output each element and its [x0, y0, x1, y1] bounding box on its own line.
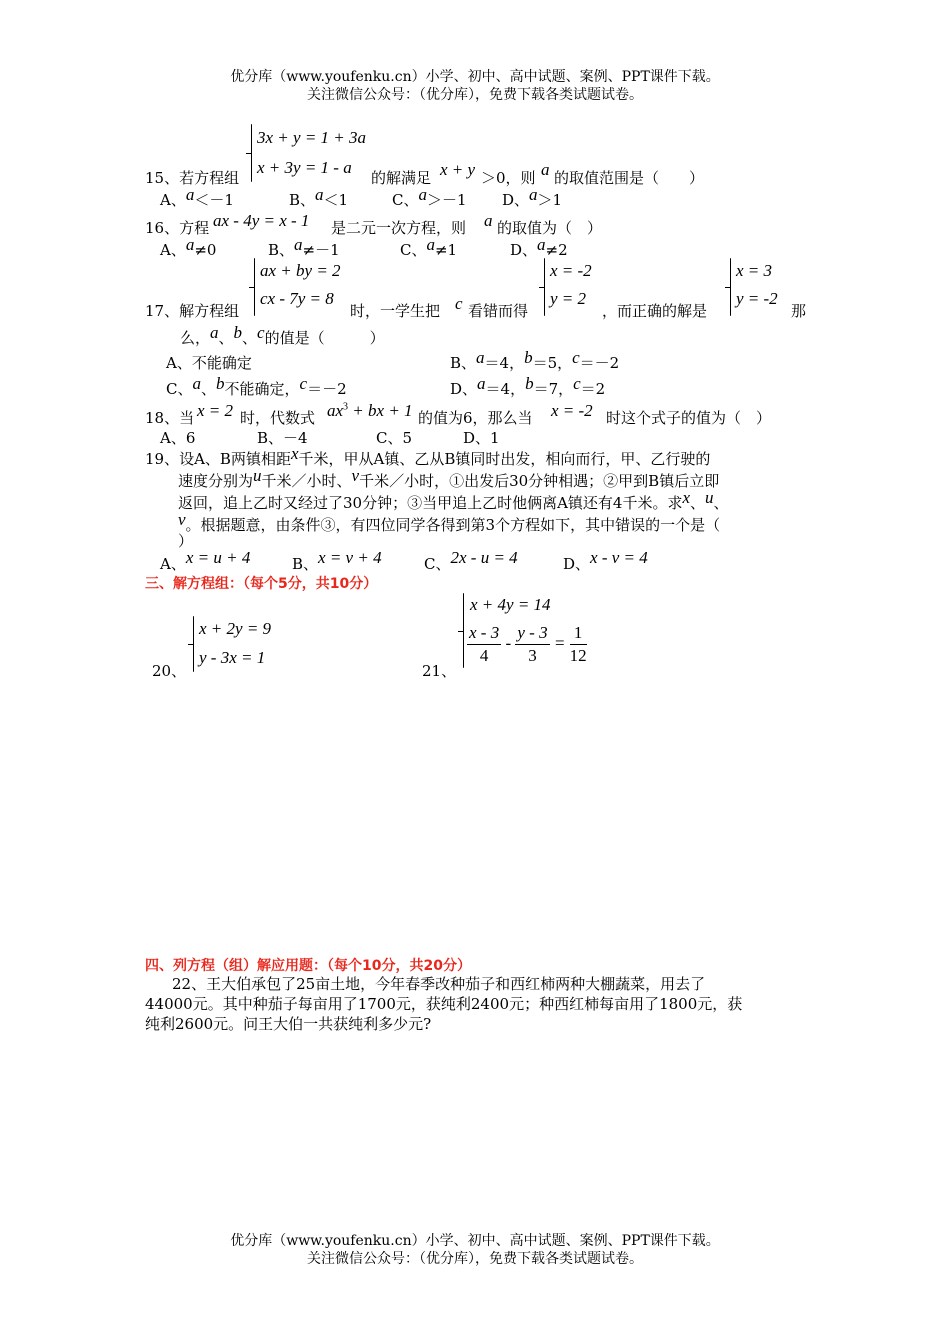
footer-line-1: 优分库（www.youfenku.cn）小学、初中、高中试题、案例、PPT课件下载。: [230, 1233, 720, 1249]
q20-eq2: y - 3x = 1: [199, 648, 266, 667]
section-4-title: 四、列方程（组）解应用题：（每个10分，共20分）: [145, 958, 471, 974]
q16-option-a[interactable]: A、a≠0: [160, 235, 217, 259]
q16-option-c[interactable]: C、a≠1: [400, 235, 458, 259]
q17-option-c[interactable]: C、a、b不能确定，c＝－2: [166, 374, 347, 398]
q16-var: a: [484, 211, 493, 230]
q17-option-b[interactable]: B、a＝4，b＝5，c＝－2: [450, 348, 620, 372]
q15-option-a[interactable]: A、a＜－1: [160, 185, 234, 209]
q18-poly: $ax^3$ + bx + 1: [327, 401, 413, 420]
q19-line1: 19、设A、B两镇相距x千米，甲从A镇、乙从B镇同时出发，相向而行，甲、乙行驶的: [145, 444, 711, 468]
fraction: $\frac{x - 3}{4}$: [469, 623, 500, 665]
q22-line-2: 44000元。其中种茄子每亩用了1700元，获纯利2400元；种西红柿每亩用了1800元，获: [145, 995, 743, 1013]
q17-eq1: ax + by = 2: [260, 261, 341, 280]
q17-wrong-x: x = -2: [550, 261, 592, 280]
q17-mid2: 看错而得: [468, 302, 529, 320]
q20-number: 20、: [152, 662, 187, 680]
q16-mid: 是二元一次方程，则: [331, 219, 467, 237]
section-3-title: 三、解方程组：（每个5分，共10分）: [145, 576, 378, 592]
q20-eq1: x + 2y = 9: [199, 619, 272, 638]
q15-option-d[interactable]: D、a＞1: [502, 185, 563, 209]
q19-line5: ）: [178, 532, 194, 550]
q16-expr: ax - 4y = x - 1: [213, 211, 310, 230]
system-brace: [254, 258, 255, 316]
q18-option-b[interactable]: B、－4: [257, 429, 308, 447]
q15-cond-expr: x + y: [440, 160, 476, 179]
q17-c: c: [455, 294, 463, 313]
q15-option-b[interactable]: B、a＜1: [289, 185, 349, 209]
q17-line2: 么，a、b、c的值是（ ）: [180, 323, 385, 347]
q21-eq2: $\frac{x - 3}{4}$ - $\frac{y - 3}{3}$ = $\frac{1}{12}$: [469, 623, 587, 665]
q17-mid1: 时，一学生把: [350, 302, 441, 320]
q16-option-b[interactable]: B、a≠－1: [268, 235, 340, 259]
q19-option-a[interactable]: A、x = u + 4: [160, 548, 251, 573]
q18-option-a[interactable]: A、6: [160, 429, 196, 447]
q18-mid1: 时，代数式: [240, 409, 316, 427]
q21-eq1: x + 4y = 14: [470, 595, 551, 614]
header-line-1: 优分库（www.youfenku.cn）小学、初中、高中试题、案例、PPT课件下载。: [230, 69, 720, 85]
q18-option-d[interactable]: D、1: [463, 429, 500, 447]
q15-cond-post: ＞0，则: [481, 169, 536, 187]
q19-line3: 返回，追上乙时又经过了30分钟；③当甲追上乙时他俩离A镇还有4千米。求x、u、: [178, 488, 729, 512]
q15-tail: 的取值范围是（ ）: [554, 169, 705, 187]
q17-number: 17、解方程组: [145, 302, 240, 320]
q17-eq2: cx - 7y = 8: [260, 289, 334, 308]
q18-x1: x = 2: [197, 401, 234, 420]
q15-eq1: 3x + y = 1 + 3a: [257, 128, 367, 147]
q19-line2: 速度分别为u千米／小时、v千米／小时，①出发后30分钟相遇；②甲到B镇后立即: [178, 466, 720, 490]
fraction: $\frac{y - 3}{3}$: [517, 623, 548, 665]
q18-x2: x = -2: [551, 401, 593, 420]
q18-mid2: 的值为6，那么当: [418, 409, 533, 427]
q15-eq2: x + 3y = 1 - a: [257, 158, 352, 177]
q16-tail: 的取值为（ ）: [497, 219, 603, 237]
system-brace: [193, 616, 194, 672]
q19-option-d[interactable]: D、x - v = 4: [563, 548, 648, 573]
q16-option-d[interactable]: D、a≠2: [510, 235, 568, 259]
q19-option-c[interactable]: C、2x - u = 4: [424, 548, 518, 573]
q22-line-1: 22、王大伯承包了25亩土地，今年春季改种茄子和西红柿两种大棚蔬菜，用去了: [172, 975, 706, 993]
system-brace: [463, 593, 464, 668]
system-brace: [730, 258, 731, 316]
q17-end: 那: [791, 302, 807, 320]
system-brace: [251, 124, 252, 182]
q17-option-d[interactable]: D、a＝4，b＝7，c＝2: [450, 374, 606, 398]
q15-number: 15、若方程组: [145, 169, 240, 187]
q19-option-b[interactable]: B、x = v + 4: [292, 548, 382, 573]
q17-option-a[interactable]: A、不能确定: [166, 354, 252, 372]
system-brace: [544, 258, 545, 316]
q18-option-c[interactable]: C、5: [376, 429, 413, 447]
q17-wrong-y: y = 2: [550, 289, 587, 308]
q17-right-y: y = -2: [736, 289, 778, 308]
q17-mid3: ，而正确的解是: [602, 302, 708, 320]
q15-cond-pre: 的解满足: [371, 169, 432, 187]
q15-var: a: [541, 160, 550, 179]
q16-number: 16、方程: [145, 219, 210, 237]
q19-line4: v。根据题意，由条件③，有四位同学各得到第3个方程如下，其中错误的一个是（: [178, 510, 721, 534]
q22-line-3: 纯利2600元。问王大伯一共获纯利多少元?: [145, 1015, 432, 1033]
footer-line-2: 关注微信公众号：（优分库），免费下载各类试题试卷。: [307, 1251, 643, 1267]
q15-option-c[interactable]: C、a＞－1: [392, 185, 467, 209]
fraction: $\frac{1}{12}$: [569, 623, 587, 665]
header-line-2: 关注微信公众号：（优分库），免费下载各类试题试卷。: [307, 87, 643, 103]
q21-number: 21、: [422, 662, 457, 680]
q17-right-x: x = 3: [736, 261, 773, 280]
q18-tail: 时这个式子的值为（ ）: [606, 409, 772, 427]
q18-number: 18、当: [145, 409, 195, 427]
